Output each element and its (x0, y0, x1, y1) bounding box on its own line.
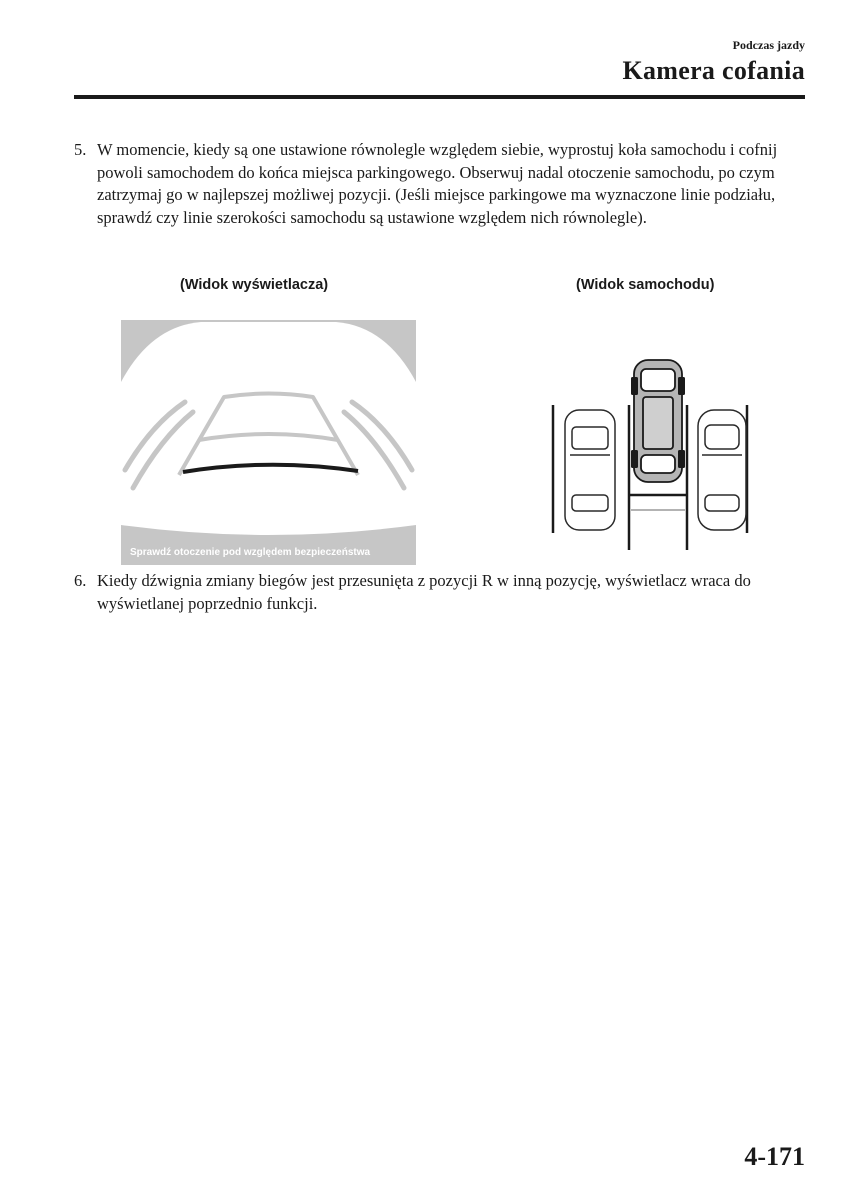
step-number: 5. (74, 140, 87, 159)
caption-display-view: (Widok wyświetlacza) (180, 277, 329, 293)
step-text: Kiedy dźwignia zmiany biegów jest przesunięta z pozycji R w inną pozycję, wyświetlacz wraca do wyświetlanej poprzednio funkcji. (97, 571, 751, 613)
step-text: W momencie, kiedy są one ustawione równolegle względem siebie, wyprostuj koła samochodu i cofnij powoli samochodem do końca miejsca parkingowego. Obserwuj nadal otoczenie samochodu, po czym zatrzymaj go w najlepszej możliwej pozycji. (Jeśli miejsce parkingowe ma wyznaczone linie podziału, sprawdź czy linie szerokości samochodu są ustawione względem nich równolegle). (97, 140, 778, 227)
step-number: 6. (74, 571, 87, 590)
page-number: 4-171 (744, 1142, 805, 1171)
step-6 (74, 570, 794, 615)
caption-car-view: (Widok samochodu) (576, 277, 715, 293)
page-title: Kamera cofania (622, 56, 805, 85)
section-label: Podczas jazdy (732, 38, 805, 52)
title-rule (74, 95, 805, 99)
step-5 (74, 139, 794, 229)
display-warning: Sprawdź otoczenie pod względem bezpieczeństwa (130, 547, 371, 558)
display-view-illustration (121, 320, 416, 565)
car-view-illustration (550, 355, 750, 550)
